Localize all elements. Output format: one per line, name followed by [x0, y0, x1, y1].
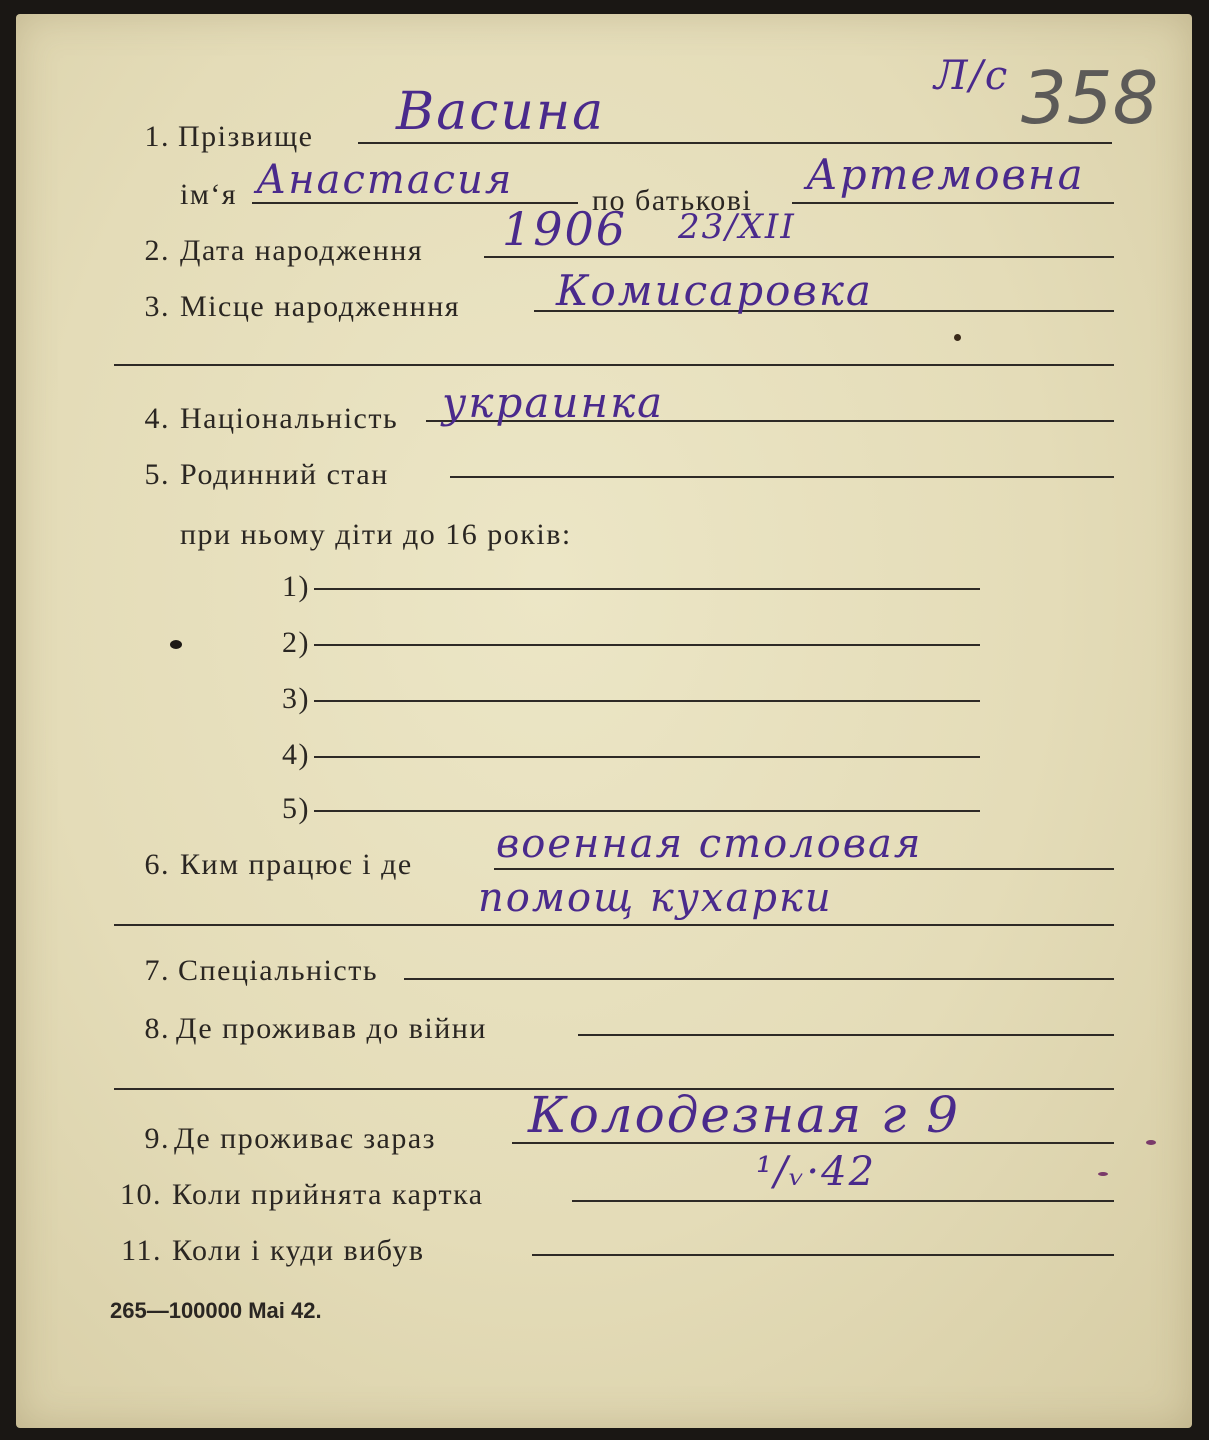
field-number: 2.	[144, 234, 170, 267]
child-line	[314, 644, 980, 646]
current-residence-value: Колодезная г 9	[528, 1086, 961, 1144]
nationality-value: украинка	[442, 378, 665, 427]
field-number: 10.	[120, 1178, 162, 1211]
child-line	[314, 810, 980, 812]
patronymic-line	[792, 202, 1114, 204]
family-status-line	[450, 476, 1114, 478]
prewar-residence-label: Де проживав до війни	[176, 1012, 487, 1045]
specialty-line	[404, 978, 1114, 980]
work-label: Ким працює і де	[180, 848, 413, 881]
work-line-2	[114, 924, 1114, 926]
family-status-label: Родинний стан	[180, 458, 389, 491]
child-number: 2)	[282, 626, 310, 659]
children-label: при ньому діти до 16 років:	[180, 518, 572, 551]
departed-line	[532, 1254, 1114, 1256]
field-number: 4.	[144, 402, 170, 435]
child-number: 3)	[282, 682, 310, 715]
ink-speck	[1098, 1172, 1108, 1176]
nationality-label: Національність	[180, 402, 399, 435]
work-value-line1: военная столовая	[496, 821, 923, 867]
birth-date-line	[484, 256, 1114, 258]
field-number: 7.	[144, 954, 170, 987]
card-accepted-value: ¹/ᵥ·42	[756, 1149, 877, 1195]
current-residence-label: Де проживає зараз	[174, 1122, 437, 1155]
work-line	[494, 868, 1114, 870]
birth-year-value: 1906	[502, 202, 628, 256]
birth-place-value: Комисаровка	[556, 266, 873, 315]
child-number: 4)	[282, 738, 310, 771]
surname-label: Прізвище	[178, 120, 314, 153]
field-number: 11.	[121, 1234, 162, 1267]
surname-value: Васина	[396, 82, 606, 142]
ink-speck	[170, 640, 182, 649]
surname-line	[358, 142, 1112, 144]
card-accepted-line	[572, 1200, 1114, 1202]
child-line	[314, 588, 980, 590]
patronymic-label: по батькові	[592, 184, 753, 217]
field-number: 9.	[144, 1122, 170, 1155]
patronymic-value: Артемовна	[806, 150, 1085, 199]
first-name-label: ім‘я	[180, 178, 238, 211]
field-number: 8.	[144, 1012, 170, 1045]
card-accepted-label: Коли прийнята картка	[172, 1178, 484, 1211]
birth-place-label: Місце народженння	[180, 290, 461, 323]
birth-place-line-2	[114, 364, 1114, 366]
specialty-label: Спеціальність	[178, 954, 378, 987]
field-number: 6.	[144, 848, 170, 881]
field-number: 1.	[144, 120, 170, 153]
first-name-value: Анастасия	[256, 157, 514, 203]
birth-date-label: Дата народження	[180, 234, 424, 267]
child-number: 1)	[282, 570, 310, 603]
corner-mark: Л/с	[934, 53, 1010, 99]
departed-label: Коли і куди вибув	[172, 1234, 425, 1267]
print-code: 265—100000 Mai 42.	[110, 1298, 322, 1323]
child-line	[314, 756, 980, 758]
child-number: 5)	[282, 792, 310, 825]
ink-speck	[1146, 1140, 1156, 1145]
registration-card	[16, 14, 1192, 1428]
field-number: 5.	[144, 458, 170, 491]
work-value-line2: помощ кухарки	[478, 875, 833, 921]
ink-speck	[954, 334, 961, 341]
birth-day-month-value: 23/XII	[678, 207, 796, 247]
child-line	[314, 700, 980, 702]
pencil-number: 358	[1021, 56, 1159, 140]
prewar-residence-line	[578, 1034, 1114, 1036]
field-number: 3.	[144, 290, 170, 323]
